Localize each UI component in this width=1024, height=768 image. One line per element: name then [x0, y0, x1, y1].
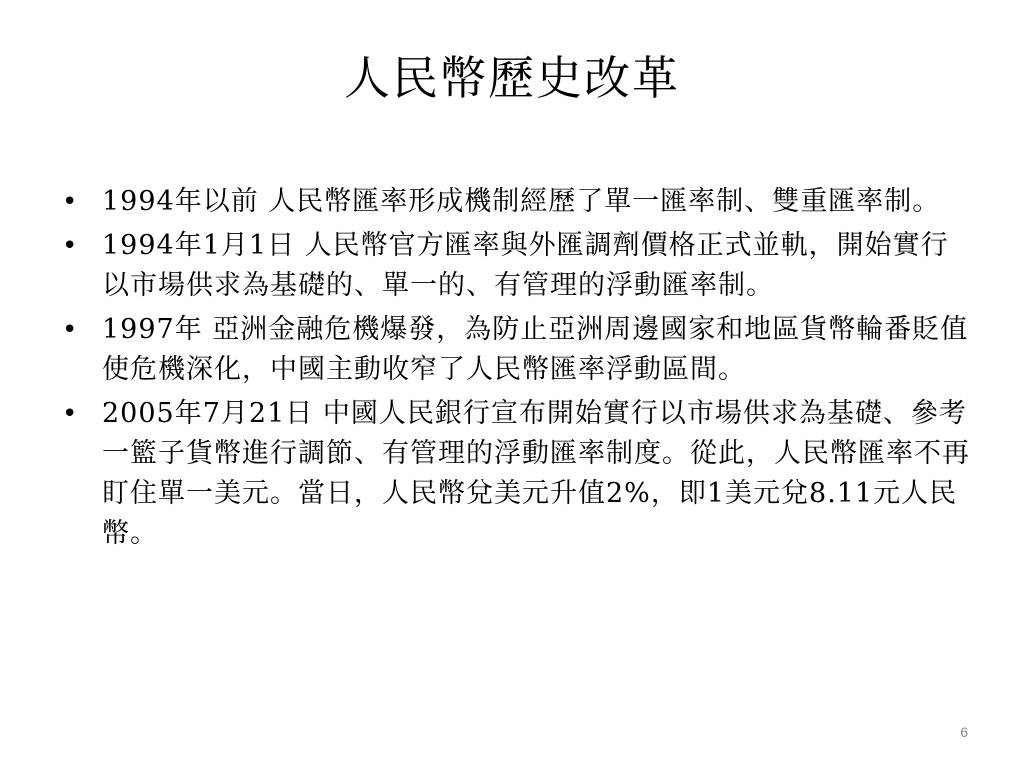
bullet-text: 2005年7月21日 中國人民銀行宣布開始實行以市場供求為基礎、參考一籃子貨幣進行調節、有管理的浮動匯率制度。從此，人民幣匯率不再盯住單一美元。當日，人民幣兌美元升值2%，即1美元兌8.11元人民幣。 [102, 398, 970, 549]
bullet-text: 1994年1月1日 人民幣官方匯率與外匯調劑價格正式並軌，開始實行以市場供求為基礎的、單一的、有管理的浮動匯率制。 [102, 230, 949, 301]
bullet-item [62, 182, 972, 222]
bullet-list [62, 182, 972, 558]
bullet-icon: • [62, 231, 79, 261]
bullet-item [62, 310, 972, 390]
bullet-text: 1997年 亞洲金融危機爆發，為防止亞洲周邊國家和地區貨幣輪番貶值使危機深化，中國主動收窄了人民幣匯率浮動區間。 [102, 314, 969, 385]
bullet-icon: • [62, 399, 79, 429]
bullet-icon: • [62, 187, 79, 217]
bullet-text: 1994年以前 人民幣匯率形成機制經歷了單一匯率制、雙重匯率制。 [102, 186, 941, 217]
bullet-icon: • [62, 315, 79, 345]
page-number: 6 [960, 724, 968, 740]
slide-title: 人民幣歷史改革 [344, 51, 680, 105]
bullet-item [62, 226, 972, 306]
bullet-item [62, 394, 972, 554]
